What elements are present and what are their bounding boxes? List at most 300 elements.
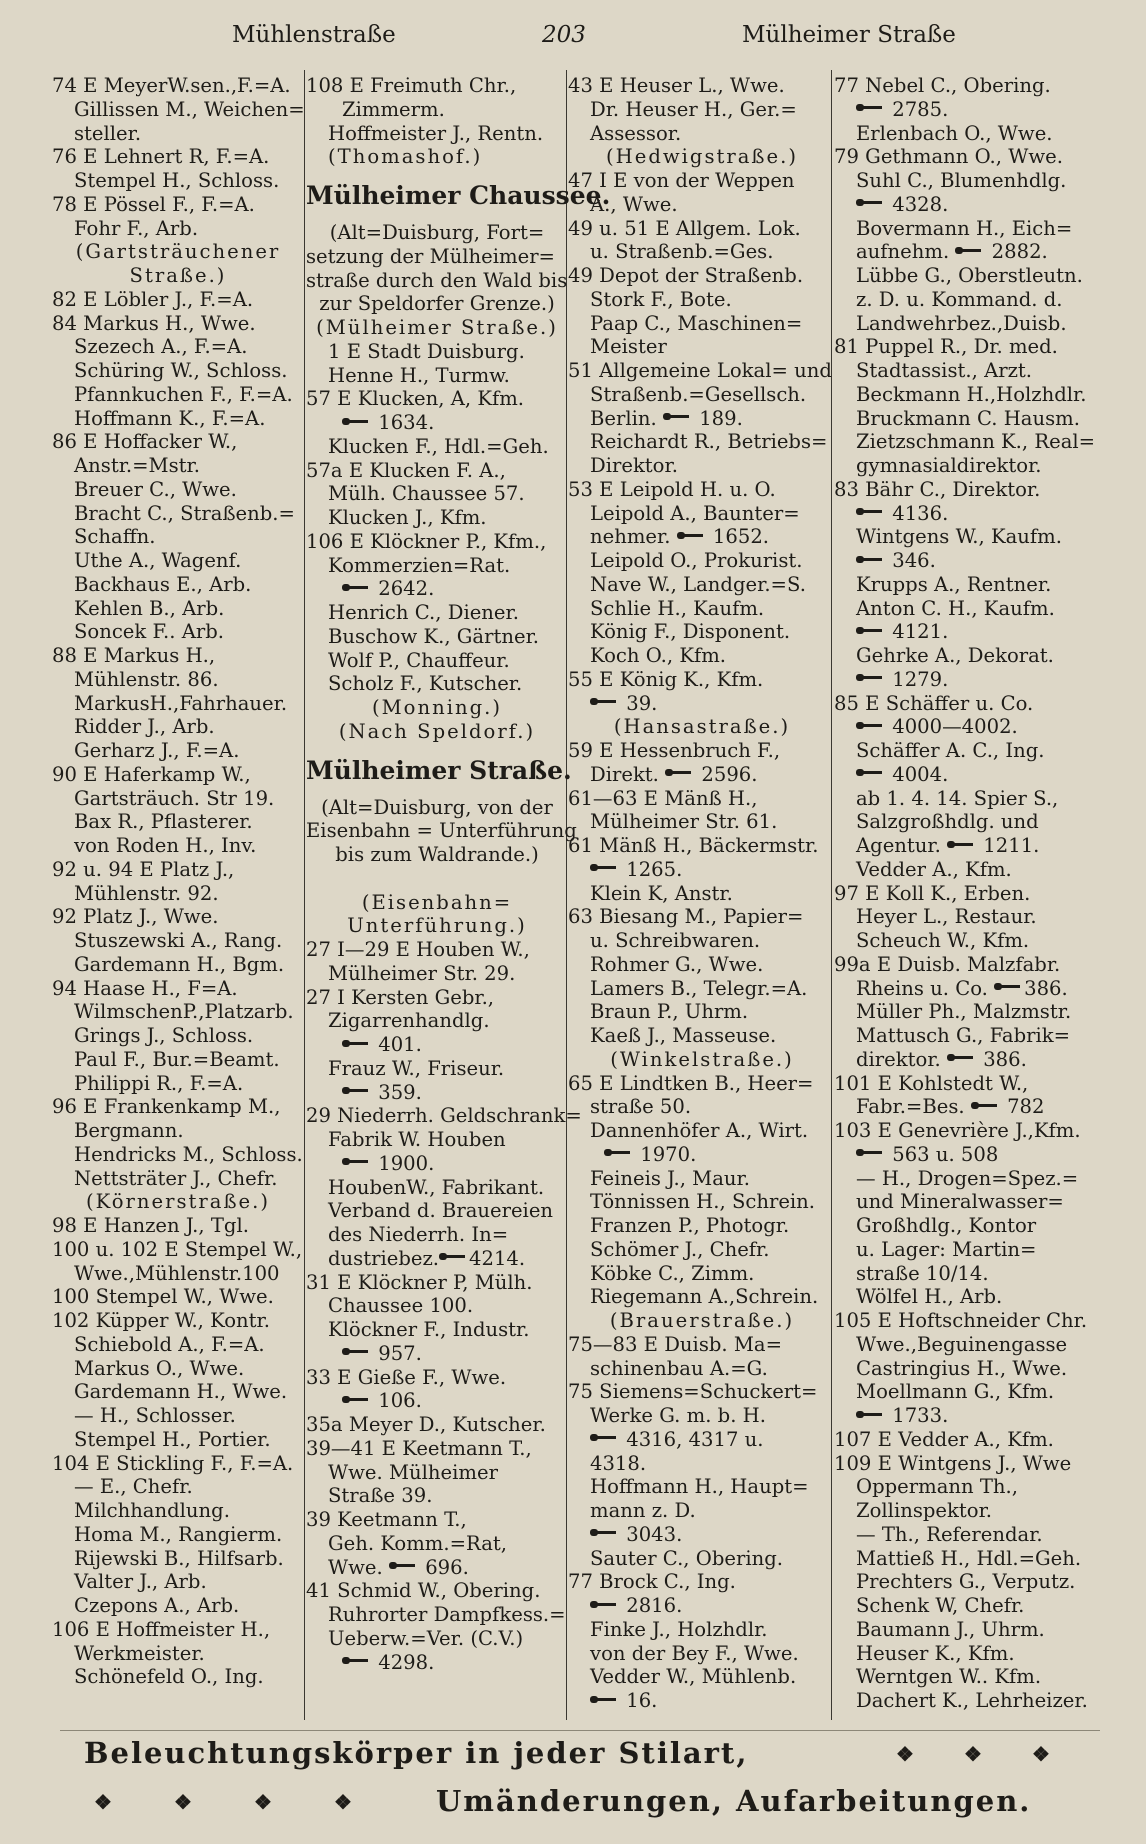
entry-text: Köbke C., Zimm. [590, 1261, 755, 1285]
entry-text: Ruhrorter Dampfkess.= [328, 1603, 566, 1626]
directory-entry [568, 1665, 836, 1689]
directory-entry [834, 454, 1124, 478]
entry-text: 84 Markus H., Wwe. [52, 311, 256, 335]
directory-entry [306, 1104, 582, 1128]
entry-text: (Gartsträuchener [75, 240, 281, 264]
entry-text: Wwe. Mülheimer [328, 1460, 498, 1484]
entry-text: Anton C. H., Kaufm. [856, 596, 1055, 620]
directory-entry [306, 1389, 568, 1413]
entry-text: WilmschenP.,Platzarb. [74, 1000, 294, 1024]
telephone-icon [590, 1433, 616, 1441]
directory-entry [306, 649, 568, 673]
entry-text: Rheins u. Co. [856, 976, 995, 1000]
directory-entry [306, 435, 568, 459]
entry-text: 92 u. 94 E Platz J., [52, 857, 235, 881]
telephone-icon [590, 1528, 616, 1536]
entry-text: 77 Nebel C., Obering. [834, 74, 1051, 97]
directory-entry [52, 359, 304, 383]
entry-text: Valter J., Arb. [74, 1570, 207, 1594]
directory-entry [568, 787, 836, 811]
entry-text: 108 E Freimuth Chr., [306, 74, 517, 97]
entry-text: Koch O., Kfm. [590, 644, 727, 667]
entry-text: straße 10/14. [856, 1261, 989, 1285]
header-street-left: Mühlenstraße [232, 22, 396, 48]
directory-entry [568, 834, 836, 858]
directory-entry [306, 1603, 568, 1627]
ornament-icon: ❖ [94, 1790, 114, 1814]
entry-text: 957. [372, 1341, 422, 1365]
entry-text: Stork F., Bote. [590, 287, 732, 311]
entry-text: Vedder W., Mühlenb. [590, 1665, 797, 1689]
directory-entry [52, 1499, 304, 1523]
entry-text: Lamers B., Telegr.=A. [590, 976, 808, 1000]
directory-entry [568, 1357, 836, 1381]
entry-text: 1634. [372, 411, 435, 434]
entry-text: Werkmeister. [74, 1641, 205, 1665]
directory-entry [834, 1594, 1124, 1618]
entry-text: 41 Schmid W., Obering. [306, 1579, 541, 1603]
entry-text: Feineis J., Maur. [590, 1166, 750, 1190]
directory-entry [568, 1523, 836, 1547]
directory-entry [306, 625, 568, 649]
directory-entry [834, 1072, 1124, 1096]
entry-text: Pfannkuchen F., F.=A. [74, 382, 293, 406]
directory-entry [306, 1579, 568, 1603]
directory-entry [52, 882, 304, 906]
directory-entry [52, 1143, 304, 1167]
directory-entry [568, 858, 836, 882]
directory-entry [306, 74, 568, 98]
entry-text: Henrich C., Diener. [328, 601, 519, 624]
entry-text: Reichardt R., Betriebs= [590, 430, 828, 454]
directory-entry [568, 74, 836, 98]
directory-entry [306, 962, 568, 986]
directory-entry [568, 810, 836, 834]
directory-entry [834, 1024, 1124, 1048]
entry-text: 76 E Lehnert R, F.=A. [52, 145, 270, 169]
directory-entry [834, 1523, 1124, 1547]
entry-text: 75—83 E Duisb. Ma= [568, 1332, 783, 1356]
entry-text: u. Schreibwaren. [590, 929, 761, 952]
entry-text: (Mülheimer Straße.) [316, 316, 558, 339]
entry-text: Vedder A., Kfm. [856, 857, 1012, 881]
directory-entry [52, 929, 304, 953]
telephone-icon [663, 412, 689, 420]
entry-text: 57a E Klucken F. A., [306, 458, 506, 482]
directory-entry [306, 672, 568, 696]
directory-entry [568, 525, 836, 549]
directory-entry [52, 98, 304, 122]
entry-text: Gillissen M., Weichen= [74, 97, 305, 121]
directory-entry [568, 1333, 836, 1357]
entry-text: (Thomashof.) [328, 145, 483, 169]
entry-text: 100 Stempel W., Wwe. [52, 1285, 274, 1309]
directory-entry [306, 1651, 568, 1675]
entry-text: Fabrik W. Houben [328, 1128, 506, 1151]
entry-text: Wwe.,Mühlenstr.100 [74, 1261, 280, 1285]
directory-entry [52, 74, 304, 98]
entry-text: Grings J., Schloss. [74, 1024, 254, 1047]
directory-entry [52, 217, 304, 241]
entry-text: mann z. D. [590, 1499, 696, 1522]
entry-text: Krupps A., Rentner. [856, 572, 1052, 596]
directory-entry [306, 1484, 568, 1508]
directory-entry [568, 763, 836, 787]
entry-text: direktor. [856, 1047, 947, 1071]
entry-text: 83 Bähr C., Direktor. [834, 477, 1041, 501]
directory-entry [834, 359, 1124, 383]
telephone-icon [342, 417, 368, 425]
entry-text: 105 E Hoftschneider Chr. [834, 1309, 1088, 1332]
directory-entry [568, 1380, 836, 1404]
directory-entry [306, 145, 568, 169]
entry-text: Franzen P., Photogr. [590, 1214, 790, 1237]
entry-text: Bovermann H., Eich= [856, 216, 1073, 240]
entry-text: Henne H., Turmw. [328, 363, 510, 387]
directory-entry [568, 692, 836, 716]
directory-entry [568, 359, 836, 383]
directory-entry [52, 454, 304, 478]
entry-text: 4316, 4317 u. [620, 1427, 764, 1451]
entry-text: Scholz F., Kutscher. [328, 672, 523, 696]
directory-entry [306, 122, 568, 146]
entry-text: 386. [1024, 976, 1068, 1000]
entry-text: 107 E Vedder A., Kfm. [834, 1427, 1054, 1451]
directory-entry [834, 739, 1124, 763]
telephone-icon [856, 1410, 882, 1418]
entry-text: Stadtassist., Arzt. [856, 359, 1033, 382]
entry-text: Schönefeld O., Ing. [74, 1665, 264, 1689]
entry-text: steller. [74, 121, 142, 145]
directory-entry [52, 288, 304, 312]
directory-column-4 [834, 74, 1124, 1714]
telephone-icon [955, 246, 981, 254]
entry-text: 39. [620, 691, 658, 715]
entry-text: Leipold A., Baunter= [590, 501, 800, 525]
entry-text: Gerharz J., F.=A. [74, 739, 240, 762]
directory-entry [306, 98, 568, 122]
telephone-icon [590, 697, 616, 705]
directory-entry [52, 169, 304, 193]
entry-text: Rijewski B., Hilfsarb. [74, 1546, 284, 1570]
entry-text: 35a Meyer D., Kutscher. [306, 1413, 546, 1436]
entry-text: (Eisenbahn= [361, 890, 513, 914]
entry-text: Klucken J., Kfm. [328, 506, 487, 529]
directory-entry [834, 1452, 1124, 1476]
entry-text: 82 E Löbler J., F.=A. [52, 287, 254, 311]
ornament-icon: ❖ [174, 1790, 194, 1814]
directory-entry [834, 1475, 1124, 1499]
directory-entry [568, 312, 836, 336]
directory-entry [834, 122, 1124, 146]
directory-entry [306, 819, 577, 843]
directory-entry [52, 763, 304, 787]
entry-text: 386. [976, 1047, 1027, 1071]
ornament-icon: ❖ [964, 1742, 984, 1766]
entry-text: 106 E Hoffmeister H., [52, 1617, 271, 1641]
directory-entry [306, 914, 568, 938]
entry-text: 696. [418, 1555, 469, 1579]
entry-text: 1211. [977, 834, 1040, 857]
directory-entry [306, 292, 568, 316]
page-number: 203 [542, 22, 586, 48]
directory-entry [52, 953, 304, 977]
entry-text: Paul F., Bur.=Beamt. [74, 1047, 280, 1071]
entry-text: Ueberw.=Ver. (C.V.) [328, 1626, 524, 1650]
directory-entry [568, 264, 836, 288]
directory-entry [52, 977, 304, 1001]
directory-entry [52, 478, 304, 502]
directory-entry [834, 145, 1124, 169]
entry-text: Breuer C., Wwe. [74, 477, 237, 501]
directory-entry [306, 891, 568, 915]
directory-entry [52, 1618, 304, 1642]
entry-text: Mattieß H., Hdl.=Geh. [856, 1546, 1082, 1570]
directory-entry [306, 1223, 568, 1247]
entry-text: straße 50. [590, 1095, 692, 1119]
entry-text: 401. [372, 1033, 422, 1056]
directory-entry [52, 573, 304, 597]
entry-text: setzung der Mülheimer= [306, 244, 555, 268]
entry-text: 78 E Pössel F., F.=A. [52, 192, 255, 216]
entry-text: Lübbe G., Oberstleutn. [856, 264, 1083, 287]
directory-entry [834, 169, 1124, 193]
entry-text: 77 Brock C., Ing. [568, 1570, 736, 1594]
entry-text: von der Bey F., Wwe. [590, 1641, 799, 1665]
directory-entry [834, 1333, 1124, 1357]
directory-entry [306, 221, 568, 245]
directory-entry [306, 1437, 568, 1461]
directory-entry [568, 98, 836, 122]
header-street-right: Mülheimer Straße [742, 22, 956, 48]
entry-text: 103 E Genevrière J.,Kfm. [834, 1119, 1081, 1142]
directory-entry [834, 193, 1124, 217]
entry-text: 33 E Gieße F., Wwe. [306, 1365, 507, 1389]
entry-text: 47 I E von der Weppen [568, 169, 795, 192]
directory-entry [568, 169, 836, 193]
entry-text: Riegemann A.,Schrein. [590, 1285, 819, 1309]
directory-entry [306, 245, 568, 269]
entry-text: Mülheimer Chaussee. [306, 181, 611, 210]
entry-text: 51 Allgemeine Lokal= und [568, 359, 832, 382]
directory-entry [306, 1199, 568, 1223]
entry-text: Nettsträter J., Chefr. [74, 1166, 278, 1190]
directory-entry [52, 240, 304, 264]
directory-entry [834, 882, 1124, 906]
entry-text: schinenbau A.=G. [590, 1356, 768, 1380]
entry-text: Gardemann H., Wwe. [74, 1380, 288, 1404]
entry-text: Mülheimer Str. 61. [590, 810, 778, 834]
directory-entry [568, 597, 836, 621]
directory-entry [52, 1452, 304, 1476]
entry-text: — E., Chefr. [74, 1475, 193, 1499]
directory-entry [52, 905, 304, 929]
directory-entry [568, 1095, 836, 1119]
entry-text: 4121. [886, 620, 949, 644]
entry-text: A., Wwe. [590, 192, 678, 216]
entry-text: straße durch den Wald bis [306, 268, 568, 292]
entry-text: 102 Küpper W., Kontr. [52, 1309, 270, 1332]
directory-entry [52, 1475, 304, 1499]
entry-text: 99a E Duisb. Malzfabr. [834, 952, 1061, 976]
directory-entry [568, 1428, 836, 1452]
directory-entry [834, 573, 1124, 597]
entry-text: Ridder J., Arb. [74, 715, 215, 739]
entry-text: Moellmann G., Kfm. [856, 1380, 1055, 1404]
directory-entry [568, 1285, 836, 1309]
directory-entry [834, 953, 1124, 977]
directory-entry [52, 1095, 304, 1119]
directory-entry [834, 549, 1124, 573]
directory-entry [52, 1333, 304, 1357]
entry-text: — H., Schlosser. [74, 1404, 236, 1427]
directory-entry [52, 264, 304, 288]
entry-text: (Alt=Duisburg, Fort= [329, 221, 545, 244]
directory-entry [834, 620, 1124, 644]
entry-text: 4214. [469, 1246, 526, 1270]
entry-text: (Monning.) [371, 696, 503, 719]
entry-text: zur Speldorfer Grenze.) [319, 292, 555, 316]
directory-entry [568, 1642, 836, 1666]
entry-text: 1652. [706, 525, 770, 549]
directory-entry [306, 1342, 568, 1366]
directory-entry [568, 335, 836, 359]
entry-text: 4328. [886, 192, 949, 216]
entry-text: 2785. [886, 97, 949, 121]
directory-entry [834, 502, 1124, 526]
directory-entry [568, 1547, 836, 1571]
directory-entry [52, 1048, 304, 1072]
entry-text: Schüring W., Schloss. [74, 359, 288, 382]
directory-entry [52, 1119, 304, 1143]
directory-entry [306, 1461, 568, 1485]
entry-text: Nave W., Landger.=S. [590, 572, 806, 596]
directory-entry [834, 1665, 1124, 1689]
entry-text: Bax R., Pflasterer. [74, 810, 253, 834]
directory-entry [834, 715, 1124, 739]
directory-entry [834, 1262, 1124, 1286]
entry-text: HoubenW., Fabrikant. [328, 1175, 545, 1199]
directory-entry [834, 1095, 1124, 1119]
entry-text: Kaeß J., Masseuse. [590, 1024, 777, 1047]
entry-text: Direkt. [590, 762, 666, 786]
directory-entry [568, 1238, 836, 1262]
entry-text: (Körnerstraße.) [85, 1190, 271, 1214]
entry-text: Bracht C., Straßenb.= [74, 501, 295, 525]
directory-entry [568, 122, 836, 146]
telephone-icon [856, 507, 882, 515]
entry-text: Mattusch G., Fabrik= [856, 1024, 1071, 1047]
entry-text: aufnehm. [856, 240, 956, 264]
directory-entry [52, 597, 304, 621]
entry-text: 75 Siemens=Schuckert= [568, 1380, 818, 1404]
directory-entry [52, 1190, 304, 1214]
entry-text: des Niederrh. In= [328, 1223, 509, 1246]
entry-text: 57 E Klucken, A, Kfm. [306, 387, 525, 411]
entry-text: Anstr.=Mstr. [74, 454, 200, 477]
entry-text: nehmer. [590, 525, 677, 549]
directory-entry [306, 867, 568, 891]
directory-entry [306, 387, 568, 411]
directory-entry [834, 1214, 1124, 1238]
directory-entry [306, 577, 568, 601]
directory-entry [568, 620, 836, 644]
directory-entry [834, 217, 1124, 241]
directory-entry [568, 1570, 836, 1594]
entry-text: Czepons A., Arb. [74, 1594, 240, 1617]
telephone-icon [947, 840, 973, 848]
directory-entry [834, 1547, 1124, 1571]
directory-entry [306, 1366, 568, 1390]
entry-text: Straßenb.=Gesellsch. [590, 382, 807, 406]
directory-entry [306, 1508, 568, 1532]
entry-text: 90 E Haferkamp W., [52, 762, 251, 786]
entry-text: 106. [372, 1389, 422, 1413]
directory-entry [568, 715, 836, 739]
entry-text: 79 Gethmann O., Wwe. [834, 145, 1063, 169]
directory-entry [306, 938, 568, 962]
directory-entry [52, 502, 304, 526]
entry-text: 43 E Heuser L., Wwe. [568, 74, 785, 97]
entry-text: (Alt=Duisburg, von der [321, 795, 553, 819]
telephone-icon [590, 1695, 616, 1703]
entry-text: 49 u. 51 E Allgem. Lok. [568, 216, 801, 240]
directory-entry [306, 1413, 568, 1437]
entry-text: dustriebez. [328, 1246, 440, 1270]
directory-entry [568, 1309, 836, 1333]
entry-text: Uthe A., Wagenf. [74, 549, 242, 572]
entry-text: 27 I Kersten Gebr., [306, 985, 495, 1009]
entry-text: 53 E Leipold H. u. O. [568, 477, 776, 501]
directory-entry [834, 1428, 1124, 1452]
directory-entry [568, 573, 836, 597]
entry-text: bis zum Waldrande.) [335, 843, 539, 866]
directory-entry [52, 335, 304, 359]
entry-text: Mülh. Chaussee 57. [328, 482, 525, 506]
ornament-icon: ❖ [1032, 1742, 1052, 1766]
entry-text: 92 Platz J., Wwe. [52, 905, 219, 929]
entry-text: Assessor. [590, 121, 682, 145]
directory-entry [306, 1057, 568, 1081]
entry-text: Großhdlg., Kontor [856, 1214, 1037, 1237]
entry-text: Castringius H., Wwe. [856, 1356, 1068, 1380]
telephone-icon [590, 1600, 616, 1608]
entry-text: 104 E Stickling F., F.=A. [52, 1451, 294, 1475]
entry-text: 2816. [620, 1594, 683, 1617]
ad-text-1: Beleuchtungskörper in jeder Stilart, [84, 1736, 749, 1770]
directory-entry [306, 506, 568, 530]
column-divider [304, 70, 305, 1720]
entry-text: 61 Mänß H., Bäckermstr. [568, 834, 819, 857]
entry-text: Geh. Komm.=Rat, [328, 1531, 508, 1555]
entry-text: Stuszewski A., Rang. [74, 929, 283, 952]
telephone-icon [994, 982, 1020, 990]
entry-text: Mühlenstr. 92. [74, 881, 219, 905]
entry-text: Hoffmeister J., Rentn. [328, 121, 544, 145]
telephone-icon [342, 583, 368, 591]
telephone-icon [677, 531, 703, 539]
directory-entry [568, 1594, 836, 1618]
directory-entry [568, 478, 836, 502]
directory-entry [568, 953, 836, 977]
entry-text: Rohmer G., Wwe. [590, 952, 764, 976]
directory-entry [834, 74, 1124, 98]
entry-text: Buschow K., Gärtner. [328, 624, 540, 648]
directory-entry [52, 193, 304, 217]
directory-entry [834, 1285, 1124, 1309]
entry-text: Paap C., Maschinen= [590, 311, 803, 335]
entry-text: Wintgens W., Kaufm. [856, 525, 1062, 549]
